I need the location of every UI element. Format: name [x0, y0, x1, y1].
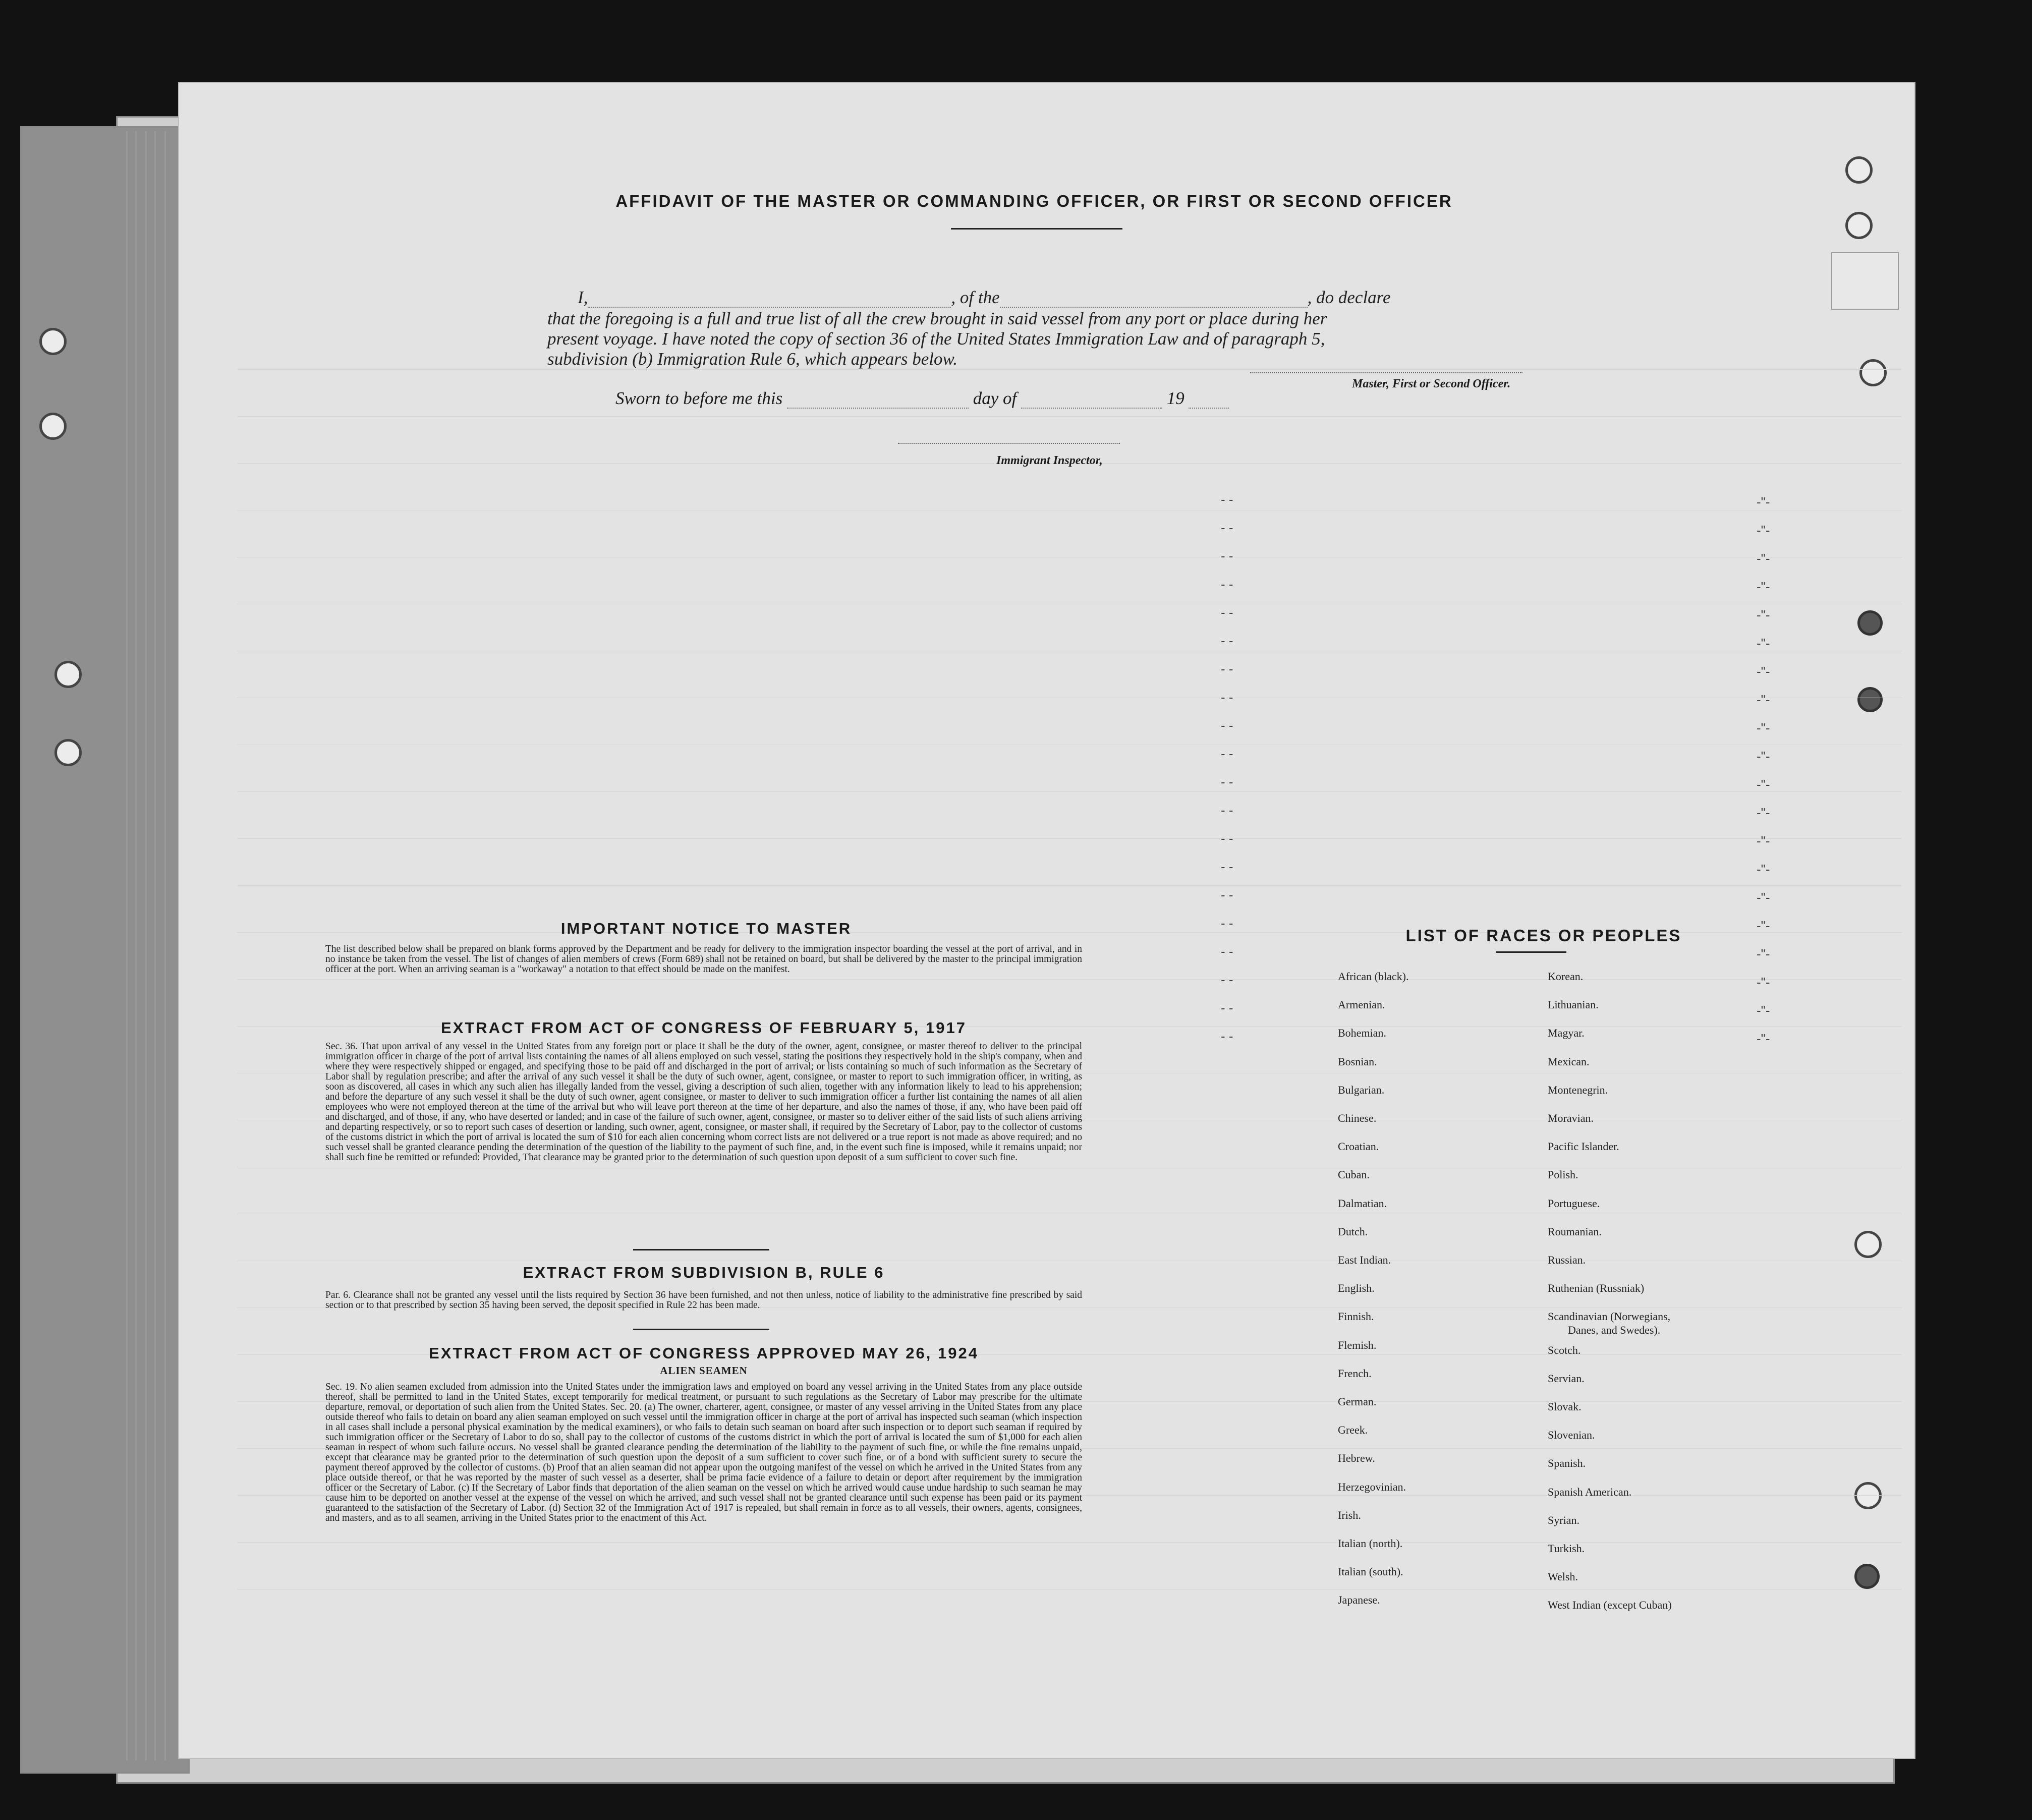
affidavit-line-3: present voyage. I have noted the copy of section 36 of the United States Immigration Law and of paragraph 5,	[547, 329, 1325, 349]
act-1924-body: Sec. 19. No alien seamen excluded from admission into the United States under the immigration laws and employed on board any vessel arriving in the United States from any place outside thereof, shall be permitted to land in the United States, except temporarily for medical treatment, or pursuant to such regulations as the Secretary of Labor may prescribe for the ultimate departure, removal, or deportation of such alien from the United States. Sec. 20. (a) The owner, charterer, agent, consignee, or master of any vessel arriving in the United States from any place outside thereof who fails to detain on board any alien seaman employed on such vessel until the immigration officer in charge at the port of arrival has inspected such seaman (which inspection in all cases shall include a personal physical examination by the medical examiners), or who fails to detain such seaman on board after such inspection or to deport such seaman if required by such immigration officer or the Secretary of Labor to do so, shall pay to the collector of customs of the customs district in which the port of arrival is located the sum of $1,000 for each alien seaman in respect of whom such failure occurs. No vessel shall be granted clearance pending the determination of the liability to the payment of such fine, or while the fine remains unpaid, except that clearance may be granted prior to the determination of such question upon the deposit of a sum sufficient to cover such fine, or of a bond with sufficient surety to secure the payment thereof approved by the collector of customs. (b) Proof that an alien seaman did not appear upon the outgoing manifest of the vessel on which he arrived in the United States from any place outside thereof, or that he was reported by the master of such vessel as a deserter, shall be prima facie evidence of a failure to detain or deport after requirement by the immigration officer or the Secretary of Labor. (c) If the Secretary of Labor finds that deportation of the alien seaman on the vessel on which he arrived would cause undue hardship to such seaman he may cause him to be deported on another vessel at the expense of the vessel on which he arrived, and such vessel shall not be granted clearance until such expense has been paid or its payment guaranteed to the satisfaction of the Secretary of Labor. (d) Section 32 of the Immigration Act of 1917 is repealed, but shall remain in force as to all vessels, their owners, agents, consignees, and masters, and as to all seamen, arriving in the United States prior to the enactment of this Act.	[325, 1382, 1082, 1523]
race-item: African (black).	[1338, 970, 1409, 983]
page-edge-line	[135, 131, 137, 1760]
paper-tab	[1831, 252, 1899, 310]
day-of-label: day of	[973, 388, 1017, 408]
race-item: Polish.	[1548, 1168, 1578, 1181]
race-item: Welsh.	[1548, 1570, 1578, 1583]
binder-hole-icon	[1845, 212, 1873, 239]
binder-hole-icon	[1845, 156, 1873, 184]
sworn-day-blank	[787, 408, 969, 409]
rule-6-title: EXTRACT FROM SUBDIVISION B, RULE 6	[523, 1264, 885, 1281]
affidavit-line-4: subdivision (b) Immigration Rule 6, which appears below.	[547, 349, 958, 369]
dash-mark: - -	[1221, 605, 1233, 620]
race-item: Croatian.	[1338, 1140, 1379, 1153]
race-item: Danes, and Swedes).	[1568, 1324, 1661, 1337]
dash-mark: - -	[1221, 1000, 1233, 1015]
ditto-mark: -"-	[1757, 946, 1770, 961]
dash-mark: - -	[1221, 803, 1233, 818]
dash-mark: - -	[1221, 831, 1233, 846]
race-item: West Indian (except Cuban)	[1548, 1599, 1672, 1612]
dash-mark: - -	[1221, 746, 1233, 761]
race-item: Pacific Islander.	[1548, 1140, 1619, 1153]
ditto-mark: -"-	[1757, 579, 1770, 594]
race-item: Korean.	[1548, 970, 1584, 983]
ditto-mark: -"-	[1757, 749, 1770, 764]
inspector-signature-line	[898, 443, 1120, 444]
race-item: Ruthenian (Russniak)	[1548, 1282, 1645, 1295]
race-item: Armenian.	[1338, 998, 1385, 1011]
affidavit-declare-label: , do declare	[1307, 288, 1391, 307]
ditto-mark: -"-	[1757, 918, 1770, 933]
dash-mark: - -	[1221, 972, 1233, 987]
act-1924-subtitle: ALIEN SEAMEN	[660, 1364, 748, 1377]
affidavit-of-label: , of the	[951, 288, 1000, 307]
race-item: Japanese.	[1338, 1594, 1380, 1607]
dash-mark: - -	[1221, 690, 1233, 705]
binder-hole-icon	[39, 413, 67, 440]
race-item: Slovak.	[1548, 1400, 1582, 1413]
section-rule	[633, 1249, 769, 1250]
race-item: Syrian.	[1548, 1513, 1579, 1526]
ditto-mark: -"-	[1757, 1031, 1770, 1046]
race-item: Irish.	[1338, 1508, 1361, 1521]
race-item: Italian (south).	[1338, 1565, 1403, 1578]
race-item: East Indian.	[1338, 1254, 1391, 1266]
affidavit-line-1	[547, 288, 1526, 308]
race-item: English.	[1338, 1282, 1375, 1295]
ditto-mark: -"-	[1757, 636, 1770, 651]
month-blank	[1021, 408, 1162, 409]
ditto-mark: -"-	[1757, 523, 1770, 538]
race-item: Servian.	[1548, 1372, 1585, 1385]
vessel-blank	[1000, 307, 1308, 308]
dash-mark: - -	[1221, 577, 1233, 592]
race-item: Finnish.	[1338, 1310, 1374, 1323]
binder-hole-icon	[39, 328, 67, 355]
title-rule	[951, 228, 1122, 230]
race-item: Hebrew.	[1338, 1452, 1375, 1465]
dash-mark: - -	[1221, 718, 1233, 733]
races-title-rule	[1496, 951, 1566, 953]
race-item: Turkish.	[1548, 1542, 1585, 1555]
race-item: Mexican.	[1548, 1055, 1590, 1068]
year-label: 19	[1166, 388, 1184, 408]
ditto-mark: -"-	[1757, 494, 1770, 509]
notice-body: The list described below shall be prepared on blank forms approved by the Department and be ready for delivery to the immigration inspector boarding the vessel at the port of arrival, and in no instance be taken from the vessel. The list of changes of alien members of crews (Form 689) shall not be retained on board, but shall be delivered by the master to the principal immigration officer at the port. When an arriving seaman is a "workaway" a notation to that effect should be made on the manifest.	[325, 944, 1082, 975]
dash-mark: - -	[1221, 548, 1233, 563]
ditto-mark: -"-	[1757, 720, 1770, 735]
year-blank	[1189, 408, 1229, 409]
race-item: Herzegovinian.	[1338, 1480, 1406, 1493]
race-item: Bulgarian.	[1338, 1083, 1385, 1096]
dash-mark: - -	[1221, 661, 1233, 676]
page-edge-line	[164, 131, 166, 1760]
race-item: Portuguese.	[1548, 1197, 1600, 1210]
ditto-mark: -"-	[1757, 1003, 1770, 1018]
page-edge-line	[145, 131, 147, 1760]
section-rule	[633, 1329, 769, 1330]
act-1917-body: Sec. 36. That upon arrival of any vessel in the United States from any foreign port or place it shall be the duty of the owner, agent, consignee, or master thereof to deliver to the principal immigration officer in charge of the port of arrival lists containing the names of all aliens employed on such vessel, stating the positions they respectively hold in the ship's company, when and where they were respectively shipped or engaged, and specifying those to be paid off and discharged in the port of arrival; or lists containing so much of such information as the Secretary of Labor shall by regulation prescribe; and after the arrival of any such vessel it shall be the duty of such owner, agent, consignee, or master to report to such immigration officer, in writing, as soon as discovered, all cases in which any such alien has illegally landed from the vessel, giving a description of such alien, together with any information likely to lead to his apprehension; and before the departure of any such vessel it shall be the duty of such owner, agent consignee, or master to deliver to such immigration officer a further list containing the names of all alien employees who were not employed thereon at the time of the arrival but who will leave port thereon at the time of her departure, and also the names of those, if any, who have been paid off and discharged, and of those, if any, who have deserted or landed; and in case of the failure of such owner, agent, consignee, or master so to deliver either of the said lists of such aliens arriving and departing respectively, or so to report such cases of desertion or landing, such owner, agent, consignee, or master shall, if required by the Secretary of Labor, pay to the collector of customs of the customs district in which the port of arrival is located the sum of $10 for each alien concerning whom correct lists are not delivered or a true report is not made as above required; and no such vessel shall be granted clearance pending the determination of the question of the liability to the payment of such fine, and, in the event such fine is imposed, while it remains unpaid; nor shall such fine be remitted or refunded: Provided, That clearance may be granted prior to the determination of such question upon deposit of a sum sufficient to cover such fine.	[325, 1041, 1082, 1163]
race-item: Montenegrin.	[1548, 1083, 1608, 1096]
affidavit-i-label: I,	[578, 288, 588, 307]
race-item: Moravian.	[1548, 1112, 1594, 1124]
dash-mark: - -	[1221, 492, 1233, 507]
dash-mark: - -	[1221, 1029, 1233, 1044]
race-item: Greek.	[1338, 1424, 1368, 1437]
ditto-mark: -"-	[1757, 664, 1770, 679]
race-item: Lithuanian.	[1548, 998, 1599, 1011]
master-signature-label: Master, First or Second Officer.	[1352, 377, 1511, 390]
race-item: Chinese.	[1338, 1112, 1377, 1124]
ditto-mark: -"-	[1757, 805, 1770, 820]
binder-hole-icon	[54, 739, 82, 766]
ditto-mark: -"-	[1757, 890, 1770, 905]
dash-mark: - -	[1221, 774, 1233, 789]
race-item: Dutch.	[1338, 1225, 1368, 1238]
race-item: Scotch.	[1548, 1343, 1581, 1356]
ditto-mark: -"-	[1757, 551, 1770, 566]
dash-mark: - -	[1221, 944, 1233, 959]
ditto-mark: -"-	[1757, 862, 1770, 877]
ditto-mark: -"-	[1757, 777, 1770, 792]
race-item: Scandinavian (Norwegians,	[1548, 1310, 1671, 1323]
race-item: Dalmatian.	[1338, 1197, 1387, 1210]
notice-title: IMPORTANT NOTICE TO MASTER	[560, 920, 852, 937]
sworn-line	[615, 388, 1229, 409]
race-item: Italian (north).	[1338, 1537, 1403, 1550]
sworn-label: Sworn to before me this	[615, 388, 783, 408]
rule-6-body: Par. 6. Clearance shall not be granted any vessel until the lists required by Section 36 have been furnished, and not then unless, notice of liability to the administrative fine prescribed by said section or to that prescribed by section 35 having been served, the deposit specified in Rule 22 has been made.	[325, 1290, 1082, 1311]
master-signature-line	[1250, 372, 1522, 373]
races-title: LIST OF RACES OR PEOPLES	[1405, 926, 1682, 945]
dash-mark: - -	[1221, 887, 1233, 902]
act-1924-title: EXTRACT FROM ACT OF CONGRESS APPROVED MAY 26, 1924	[429, 1344, 979, 1362]
page-edge-line	[154, 131, 156, 1760]
race-item: Bohemian.	[1338, 1027, 1386, 1040]
name-blank	[588, 307, 951, 308]
race-item: Cuban.	[1338, 1168, 1370, 1181]
act-1917-title: EXTRACT FROM ACT OF CONGRESS OF FEBRUARY 5, 1917	[441, 1019, 967, 1037]
ditto-mark: -"-	[1757, 975, 1770, 990]
page-edge-line	[126, 131, 128, 1760]
dash-mark: - -	[1221, 633, 1233, 648]
race-item: Spanish American.	[1548, 1485, 1632, 1498]
race-item: Flemish.	[1338, 1338, 1377, 1351]
race-item: Slovenian.	[1548, 1429, 1595, 1442]
ditto-mark: -"-	[1757, 607, 1770, 622]
dash-mark: - -	[1221, 859, 1233, 874]
ditto-mark: -"-	[1757, 692, 1770, 707]
dash-mark: - -	[1221, 916, 1233, 931]
race-item: French.	[1338, 1367, 1372, 1380]
race-item: Bosnian.	[1338, 1055, 1377, 1068]
race-item: Magyar.	[1548, 1027, 1585, 1040]
inspector-signature-label: Immigrant Inspector,	[996, 454, 1103, 467]
race-item: Spanish.	[1548, 1457, 1586, 1470]
race-item: Roumanian.	[1548, 1225, 1602, 1238]
affidavit-title: AFFIDAVIT OF THE MASTER OR COMMANDING OFFICER, OR FIRST OR SECOND OFFICER	[615, 192, 1453, 210]
race-item: German.	[1338, 1395, 1377, 1408]
affidavit-line-2: that the foregoing is a full and true list of all the crew brought in said vessel from any port or place during her	[547, 309, 1327, 328]
binder-hole-icon	[54, 661, 82, 688]
ditto-mark: -"-	[1757, 833, 1770, 848]
dash-mark: - -	[1221, 520, 1233, 535]
race-item: Russian.	[1548, 1254, 1586, 1266]
